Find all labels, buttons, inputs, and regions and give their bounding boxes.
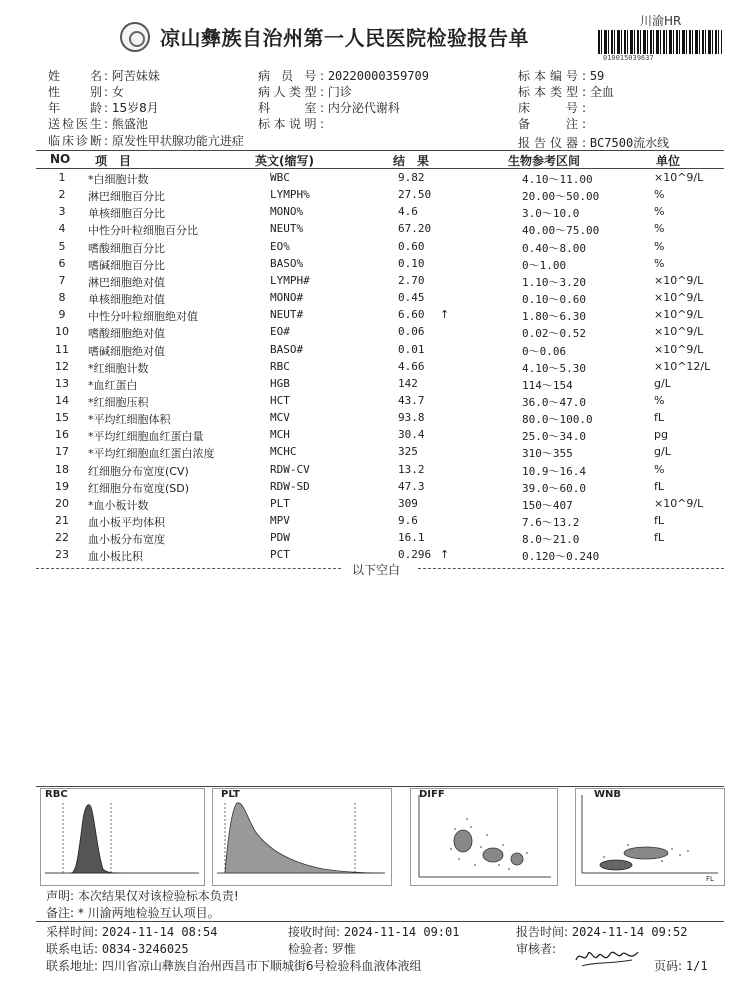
- table-row: [0, 497, 750, 514]
- row-unit: %: [654, 239, 665, 253]
- row-ref-range: 4.10～11.00: [522, 173, 593, 186]
- row-result: 309: [398, 496, 418, 510]
- row-no: 1: [58, 171, 66, 184]
- receive-time-label: 接收时间:: [288, 925, 341, 939]
- patient-type: 门诊: [327, 85, 352, 99]
- rbc-histogram-title: RBC: [45, 789, 68, 800]
- row-no: 3: [58, 205, 66, 219]
- row-ref-range: 20.00～50.00: [522, 190, 600, 204]
- row-result: 13.2: [398, 462, 425, 476]
- patient-type-label: 病人类型:: [258, 85, 324, 99]
- specimen-note-field: [258, 115, 324, 132]
- col-header-result: 结 果: [393, 154, 430, 168]
- tester-field: [288, 940, 356, 957]
- bed-field: [518, 99, 586, 116]
- row-abbr: MCH: [270, 428, 290, 442]
- row-result: 16.1: [398, 531, 425, 545]
- patient-type-field: [258, 83, 352, 100]
- patient-sex-label: 性 别:: [48, 85, 108, 99]
- patient-id: 20220000359709: [327, 69, 429, 83]
- diff-scattergram: [410, 788, 558, 886]
- phone-label: 联系电话:: [46, 942, 99, 956]
- row-ref-range: 36.0～47.0: [522, 395, 586, 409]
- row-abbr: EO%: [270, 239, 290, 253]
- address-label: 联系地址:: [46, 959, 99, 973]
- row-abbr: RBC: [270, 359, 290, 373]
- row-ref-range: 1.80～6.30: [522, 310, 586, 324]
- row-abbr: PCT: [270, 548, 290, 562]
- row-item-name: 嗜酸细胞百分比: [88, 241, 165, 255]
- diagnosis: 原发性甲状腺功能亢进症: [111, 134, 244, 148]
- row-ref-range: 4.10～5.30: [522, 361, 586, 375]
- row-unit: ×10^9/L: [654, 291, 704, 305]
- row-ref-range: 40.00～75.00: [522, 224, 600, 238]
- row-no: 8: [58, 291, 66, 305]
- row-abbr: PDW: [270, 531, 290, 545]
- statement: 声明: 本次结果仅对该检验标本负责!: [46, 889, 239, 903]
- row-unit: %: [654, 256, 665, 270]
- row-ref-range: 1.10～3.20: [522, 275, 586, 289]
- row-result: 0.01: [398, 342, 425, 356]
- table-row: [0, 291, 750, 308]
- patient-id-field: [258, 67, 429, 84]
- table-row: [0, 325, 750, 342]
- row-no: 22: [55, 531, 69, 545]
- row-ref-range: 39.0～60.0: [522, 481, 586, 495]
- row-item-name: *白细胞计数: [88, 173, 149, 186]
- plt-histogram-title: PLT: [221, 789, 240, 800]
- row-item-name: *平均红细胞血红蛋白量: [88, 430, 204, 444]
- table-row: [0, 308, 750, 325]
- row-result: 43.7: [398, 393, 425, 407]
- row-ref-range: 0.10～0.60: [522, 293, 586, 307]
- row-item-name: *红细胞压积: [88, 395, 149, 409]
- phone: 0834-3246025: [101, 942, 189, 956]
- page-number: 1/1: [685, 959, 708, 973]
- col-header-abbr: 英文(缩写): [255, 154, 314, 168]
- table-row: [0, 343, 750, 360]
- doctor-label: 送检医生:: [48, 117, 108, 131]
- row-ref-range: 0.02～0.52: [522, 327, 586, 341]
- phone-field: [46, 940, 189, 957]
- row-unit: ×10^12/L: [654, 359, 711, 373]
- row-abbr: NEUT%: [270, 222, 304, 236]
- row-ref-range: 7.6～13.2: [522, 516, 580, 529]
- end-marker: 以下空白: [352, 563, 401, 577]
- report-time-label: 报告时间:: [516, 925, 569, 939]
- row-no: 23: [55, 548, 69, 562]
- row-item-name: *血红蛋白: [88, 378, 138, 392]
- receive-time-field: [288, 923, 459, 940]
- specimen-type: 全血: [589, 85, 614, 99]
- row-item-name: 红细胞分布宽度(CV): [88, 464, 189, 478]
- row-unit: %: [654, 222, 665, 236]
- table-row: [0, 188, 750, 205]
- row-ref-range: 80.0～100.0: [522, 413, 593, 427]
- patient-name-label: 姓 名:: [48, 69, 108, 83]
- row-abbr: BASO%: [270, 256, 304, 270]
- specimen-no: 59: [589, 69, 605, 83]
- row-no: 16: [55, 428, 69, 442]
- specimen-note-label: 标本说明:: [258, 117, 324, 131]
- collect-time-field: [46, 923, 217, 940]
- hospital-title: 凉山彝族自治州第一人民医院检验报告单: [160, 26, 529, 50]
- row-unit: ×10^9/L: [654, 342, 704, 356]
- patient-sex-field: [48, 83, 124, 100]
- table-row: [0, 222, 750, 239]
- row-ref-range: 0.120～0.240: [522, 550, 600, 564]
- row-abbr: MONO#: [270, 291, 304, 305]
- tester: 罗惟: [331, 942, 356, 956]
- row-result: 4.66: [398, 359, 425, 373]
- row-abbr: EO#: [270, 325, 290, 339]
- row-ref-range: 3.0～10.0: [522, 207, 580, 221]
- row-no: 4: [58, 222, 66, 236]
- row-result: 0.296: [398, 548, 432, 562]
- row-result: 9.82: [398, 171, 425, 184]
- remark-field: [518, 115, 586, 132]
- page-label: 页码:: [654, 959, 683, 973]
- plt-histogram: [212, 788, 392, 886]
- row-no: 2: [58, 188, 66, 202]
- row-unit: %: [654, 205, 665, 219]
- row-no: 7: [58, 273, 66, 287]
- row-result: 0.10: [398, 256, 425, 270]
- row-ref-range: 10.9～16.4: [522, 464, 586, 478]
- hospital-logo: [120, 22, 150, 52]
- row-item-name: 血小板平均体积: [88, 516, 165, 529]
- row-unit: g/L: [654, 445, 671, 459]
- col-header-unit: 单位: [656, 154, 681, 168]
- row-result: 325: [398, 445, 418, 459]
- row-no: 19: [55, 479, 69, 493]
- remark-label: 备 注:: [518, 117, 586, 131]
- row-unit: fL: [654, 411, 665, 425]
- row-no: 18: [55, 462, 69, 476]
- table-row: [0, 377, 750, 394]
- row-unit: %: [654, 462, 665, 476]
- row-ref-range: 310～355: [522, 447, 573, 461]
- row-no: 6: [58, 256, 66, 270]
- row-unit: fL: [654, 531, 665, 545]
- row-result: 67.20: [398, 222, 432, 236]
- row-abbr: NEUT#: [270, 308, 304, 322]
- patient-name-field: [48, 67, 160, 84]
- patient-name: 阿苦妹妹: [111, 69, 160, 83]
- specimen-type-label: 标本类型:: [518, 85, 586, 99]
- diagnosis-field: [48, 132, 244, 149]
- table-row: [0, 394, 750, 411]
- row-ref-range: 0～1.00: [522, 258, 567, 272]
- table-row: [0, 257, 750, 274]
- row-result: 6.60: [398, 308, 425, 322]
- row-abbr: PLT: [270, 496, 290, 510]
- row-item-name: 红细胞分布宽度(SD): [88, 481, 190, 495]
- table-row: [0, 531, 750, 548]
- table-row: [0, 411, 750, 428]
- row-no: 15: [55, 411, 69, 425]
- row-no: 9: [58, 308, 66, 322]
- row-item-name: 嗜碱细胞百分比: [88, 258, 165, 272]
- row-abbr: HCT: [270, 393, 290, 407]
- row-abbr: WBC: [270, 171, 290, 184]
- row-abbr: HGB: [270, 376, 290, 390]
- row-result: 30.4: [398, 428, 425, 442]
- col-header-item: 项 目: [95, 154, 132, 168]
- histogram-top-rule: [36, 786, 724, 787]
- barcode-number: 010015039637: [603, 54, 654, 62]
- end-rule-left: [36, 568, 341, 569]
- row-unit: pg: [654, 428, 668, 442]
- row-unit: ×10^9/L: [654, 273, 704, 287]
- row-no: 12: [55, 359, 69, 373]
- row-result: 0.60: [398, 239, 425, 253]
- row-item-name: *平均红细胞体积: [88, 413, 171, 427]
- row-result: 0.06: [398, 325, 425, 339]
- row-result: 9.6: [398, 514, 418, 527]
- row-ref-range: 150～407: [522, 498, 573, 512]
- row-item-name: 血小板比积: [88, 550, 143, 564]
- table-row: [0, 514, 750, 531]
- row-ref-range: 0.40～8.00: [522, 241, 586, 255]
- instrument-label: 报告仪器:: [518, 136, 586, 150]
- patient-age-label: 年 龄:: [48, 101, 108, 115]
- specimen-type-field: [518, 83, 614, 100]
- row-item-name: 嗜酸细胞绝对值: [88, 327, 165, 341]
- wnb-scattergram: [575, 788, 725, 886]
- row-result: 142: [398, 376, 418, 390]
- address: 四川省凉山彝族自治州西昌市下顺城街6号检验科血液体液组: [101, 959, 422, 973]
- row-item-name: 单核细胞百分比: [88, 207, 165, 221]
- collect-time-label: 采样时间:: [46, 925, 99, 939]
- row-result: 47.3: [398, 479, 425, 493]
- row-item-name: 血小板分布宽度: [88, 533, 165, 547]
- table-row: [0, 463, 750, 480]
- collect-time: 2024-11-14 08:54: [101, 925, 218, 939]
- row-unit: fL: [654, 479, 665, 493]
- instrument: BC7500流水线: [589, 136, 670, 150]
- diff-scattergram-title: DIFF: [419, 789, 445, 800]
- tester-label: 检验者:: [288, 942, 329, 956]
- table-row: [0, 205, 750, 222]
- table-row: [0, 445, 750, 462]
- reviewer-signature: [572, 942, 644, 970]
- page-field: [654, 957, 708, 974]
- row-result: 2.70: [398, 273, 425, 287]
- patient-age: 15岁8月: [111, 101, 159, 115]
- row-ref-range: 8.0～21.0: [522, 533, 580, 547]
- row-abbr: BASO#: [270, 342, 304, 356]
- footer-rule: [36, 921, 724, 922]
- row-ref-range: 0～0.06: [522, 344, 567, 358]
- diagnosis-label: 临床诊断:: [48, 134, 108, 148]
- row-abbr: RDW-CV: [270, 462, 310, 476]
- footnote: 备注: * 川渝两地检验互认项目。: [46, 906, 220, 920]
- row-no: 11: [55, 342, 69, 356]
- report-time: 2024-11-14 09:52: [571, 925, 688, 939]
- row-no: 21: [55, 514, 69, 527]
- row-abbr: LYMPH#: [270, 273, 310, 287]
- row-unit: ×10^9/L: [654, 308, 704, 322]
- patient-age-field: [48, 99, 159, 116]
- row-no: 14: [55, 393, 69, 407]
- row-ref-range: 25.0～34.0: [522, 430, 586, 444]
- wnb-axis-label: FL: [706, 875, 714, 883]
- row-item-name: *血小板计数: [88, 498, 149, 512]
- table-row: [0, 274, 750, 291]
- corner-tag: 川渝HR: [640, 14, 682, 28]
- col-header-ref: 生物参考区间: [508, 154, 581, 168]
- department: 内分泌代谢科: [327, 101, 400, 115]
- row-no: 5: [58, 239, 66, 253]
- department-label: 科 室:: [258, 101, 324, 115]
- row-result: 27.50: [398, 188, 432, 202]
- patient-sex: 女: [111, 85, 124, 99]
- row-abbr: MCV: [270, 411, 290, 425]
- report-time-field: [516, 923, 687, 940]
- row-item-name: 淋巴细胞百分比: [88, 190, 165, 204]
- row-abbr: RDW-SD: [270, 479, 310, 493]
- reviewer-field: [516, 940, 556, 957]
- specimen-no-field: [518, 67, 604, 84]
- row-abbr: MPV: [270, 514, 290, 527]
- table-row: [0, 480, 750, 497]
- row-abbr: MONO%: [270, 205, 304, 219]
- row-no: 17: [55, 445, 69, 459]
- table-header-rule: [36, 168, 724, 169]
- row-item-name: 单核细胞绝对值: [88, 293, 165, 307]
- row-flag: ↑: [440, 548, 450, 562]
- table-row: [0, 428, 750, 445]
- row-result: 0.45: [398, 291, 425, 305]
- row-unit: ×10^9/L: [654, 325, 704, 339]
- receive-time: 2024-11-14 09:01: [343, 925, 460, 939]
- barcode: [598, 30, 722, 54]
- row-result: 93.8: [398, 411, 425, 425]
- row-unit: g/L: [654, 376, 671, 390]
- row-item-name: 淋巴细胞绝对值: [88, 275, 165, 289]
- patient-id-label: 病 员 号:: [258, 69, 324, 83]
- department-field: [258, 99, 400, 116]
- row-no: 13: [55, 376, 69, 390]
- col-header-no: NO: [50, 152, 71, 166]
- row-item-name: *平均红细胞血红蛋白浓度: [88, 447, 215, 461]
- bed-label: 床 号:: [518, 101, 586, 115]
- specimen-no-label: 标本编号:: [518, 69, 586, 83]
- row-item-name: 嗜碱细胞绝对值: [88, 344, 165, 358]
- row-ref-range: 114～154: [522, 378, 573, 392]
- row-no: 10: [55, 325, 69, 339]
- row-unit: fL: [654, 514, 665, 527]
- row-item-name: *红细胞计数: [88, 361, 149, 375]
- row-unit: ×10^9/L: [654, 171, 704, 184]
- table-row: [0, 171, 750, 188]
- row-unit: ×10^9/L: [654, 496, 704, 510]
- doctor-name: 熊盛池: [111, 117, 148, 131]
- row-item-name: 中性分叶粒细胞百分比: [88, 224, 198, 238]
- doctor-field: [48, 115, 148, 132]
- row-flag: ↑: [440, 308, 450, 322]
- table-top-rule: [36, 150, 724, 151]
- wnb-scattergram-title: WNB: [594, 789, 622, 800]
- row-abbr: LYMPH%: [270, 188, 310, 202]
- reviewer-label: 审核者:: [516, 942, 557, 956]
- table-row: [0, 360, 750, 377]
- row-unit: %: [654, 393, 665, 407]
- row-item-name: 中性分叶粒细胞绝对值: [88, 310, 198, 324]
- table-row: [0, 240, 750, 257]
- row-no: 20: [55, 496, 69, 510]
- row-unit: %: [654, 188, 665, 202]
- row-result: 4.6: [398, 205, 418, 219]
- instrument-field: [518, 134, 669, 151]
- end-rule-right: [418, 568, 724, 569]
- rbc-histogram: [40, 788, 205, 886]
- address-field: [46, 957, 422, 974]
- row-abbr: MCHC: [270, 445, 297, 459]
